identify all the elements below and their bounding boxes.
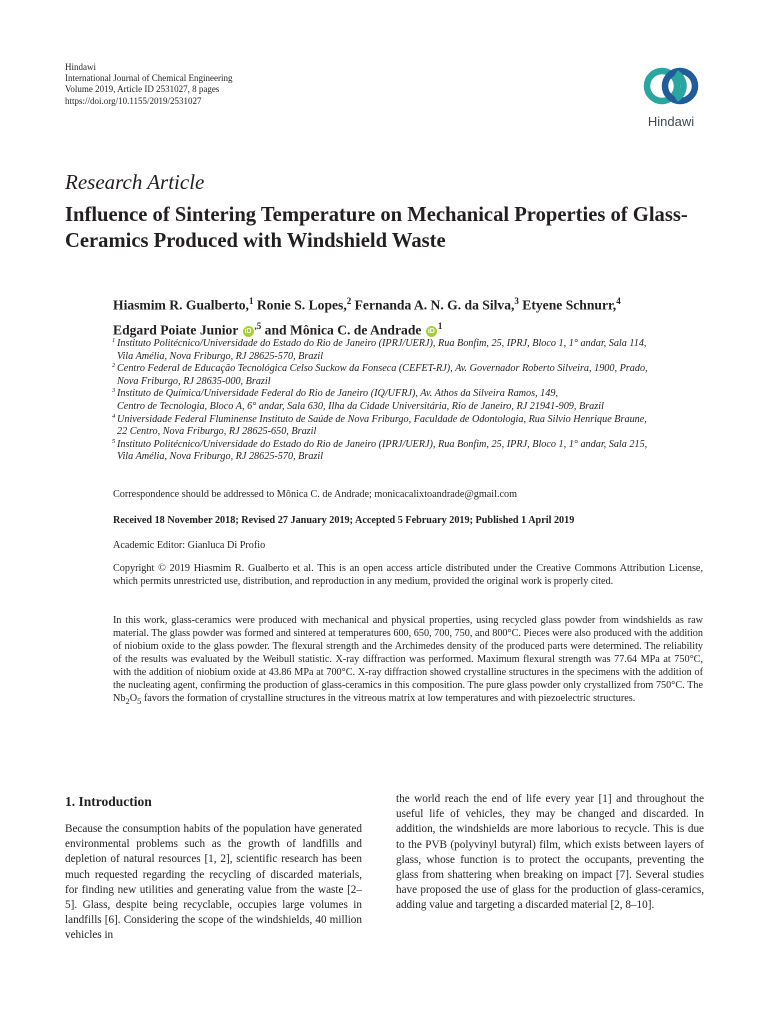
author-name: Etyene Schnurr,: [518, 297, 617, 313]
article-title: Influence of Sintering Temperature on Mechanical Properties of Glass-Ceramics Produced with Windshield Waste: [65, 204, 688, 252]
abstract-text: O: [129, 693, 138, 704]
affiliation-line: Nova Friburgo, RJ 28635-000, Brazil: [117, 375, 271, 387]
affiliation-line: Instituto de Química/Universidade Federal do Rio de Janeiro (IQ/UFRJ), Av. Athos da Silveira Ramos, 149,: [117, 388, 558, 400]
affiliation-line: Vila Amélia, Nova Friburgo, RJ 28625-570, Brazil: [117, 350, 324, 362]
subscript: 2: [125, 696, 130, 707]
affiliation-number: 2: [112, 362, 116, 370]
author-affil-mark: ,5: [254, 320, 262, 331]
orcid-icon[interactable]: iD: [427, 328, 435, 336]
affiliation-number: 5: [112, 437, 116, 445]
affiliation: [113, 439, 723, 464]
author-list: [113, 291, 713, 340]
volume-info: Volume 2019, Article ID 2531027, 8 pages: [65, 84, 220, 95]
affiliation-line: Centro Federal de Educação Tecnológica Celso Suckow da Fonseca (CEFET-RJ), Av. Governador Roberto Silveira, 1900, Prado,: [117, 363, 648, 375]
body-paragraph: the world reach the end of life every year [1] and throughout the useful life of vehicles, they may be changed and discarded. In addition, the windshields are more laborious to recycle. This is due to the PVB (polyvinyl butyral) film, which exists between layers of glass, whose function is to protect the occupants, preventing the glass from shattering when breaking on impact [7]. Several studies have proposed the use of glass for the production of glass-ceramics, adding value and targeting a discarded material [2, 8–10].: [396, 793, 704, 912]
author-affil-mark: 4: [616, 296, 621, 306]
abstract-text: In this work, glass-ceramics were produced with mechanical and physical properties, using recycled glass powder from windshields as raw material. The glass powder was formed and sintered at temperatures 600, 650, 700, 750, and 800°C. Pieces were also produced with the addition of niobium oxide to the glass powder. The flexural strength and the Archimedes density of the produced parts were determined. The reliability of the results was evaluated by the Weibull statistic. X-ray diffraction was performed. Maximum flexural strength was 77.64 MPa at 750°C, with the addition of niobium oxide at 43.86 MPa at 700°C. X-ray diffraction showed crystalline structures in the specimens with the addition of the nucleating agent, confirming the production of glass-ceramics in this composition. The pure glass powder only crystallized from 750°C. The Nb: [113, 615, 703, 704]
affiliation-line: Universidade Federal Fluminense Instituto de Saúde de Nova Friburgo, Faculdade de Odontologia, Rua Silvio Henrique Braune,: [117, 413, 647, 425]
doi-link[interactable]: https://doi.org/10.1155/2019/2531027: [65, 95, 202, 106]
affiliation-line: Centro de Tecnologia, Bloco A, 6° andar, Sala 630, Ilha da Cidade Universitária, Rio de Janeiro, RJ 21941-909, Brazil: [117, 400, 604, 412]
affiliation-list: [113, 338, 723, 464]
author-affil-mark: 1: [437, 320, 443, 331]
affiliation-line: Instituto Politécnico/Universidade do Estado do Rio de Janeiro (IPRJ/UERJ), Rua Bonfim, 25, IPRJ, Bloco 1, 1° andar, Sala 215,: [117, 438, 648, 450]
publisher-name: Hindawi: [65, 62, 96, 72]
affiliation-line: 22 Centro, Nova Friburgo, RJ 28625-650, Brazil: [117, 426, 317, 438]
author-name: Hiasmim R. Gualberto,: [113, 297, 249, 313]
affiliation-number: 4: [112, 412, 116, 420]
author-affil-mark: 3: [514, 296, 519, 306]
subscript: 5: [137, 696, 142, 707]
author-affil-mark: 2: [346, 296, 352, 306]
affiliation-number: 1: [112, 337, 116, 344]
affiliation-number: 3: [112, 387, 116, 395]
author-name: Edgard Poiate Junior: [113, 322, 239, 338]
body-column-left: [65, 822, 362, 944]
publication-dates: Received 18 November 2018; Revised 27 January 2019; Accepted 5 February 2019; Published 1 April 2019: [113, 515, 575, 526]
author-conjunction: and: [261, 322, 290, 338]
correspondence: Correspondence should be addressed to Mônica C. de Andrade; monicacalixtoandrade@gmail.com: [113, 489, 518, 500]
section-heading: 1. Introduction: [65, 794, 152, 809]
hindawi-logo-text: Hindawi: [647, 114, 695, 129]
author-name: Mônica C. de Andrade: [290, 322, 422, 338]
abstract: [113, 614, 703, 708]
journal-header: [65, 62, 232, 107]
orcid-icon[interactable]: iD: [244, 328, 252, 336]
affiliation: [113, 363, 723, 388]
abstract-text: favors the formation of crystalline structures in the vitreous matrix at low temperatures and with piezoelectric structures.: [141, 693, 636, 704]
body-column-right: [396, 792, 704, 914]
journal-name: International Journal of Chemical Engineering: [65, 73, 233, 84]
author-name: Fernanda A. N. G. da Silva,: [351, 297, 515, 313]
article-type: Research Article: [65, 170, 205, 194]
affiliation: [113, 388, 723, 413]
body-paragraph: Because the consumption habits of the population have generated environmental problems such as the growth of landfills and depletion of natural resources [1, 2], scientific research has been much requested regarding the recycling of discarded materials, for finding new utilities and generating value from the waste [2–5]. Glass, despite being recyclable, occupies large volumes in landfills [6]. Considering the scope of the windshields, 40 million vehicles in: [65, 823, 362, 942]
author-affil-mark: 1: [248, 296, 254, 306]
affiliation-line: Instituto Politécnico/Universidade do Estado do Rio de Janeiro (IPRJ/UERJ), Rua Bonfim, 25, IPRJ, Bloco 1, 1° andar, Sala 114,: [117, 338, 647, 349]
copyright-notice: Copyright © 2019 Hiasmim R. Gualberto et al. This is an open access article distributed under the Creative Commons Attribution License, which permits unrestricted use, distribution, and reproduction in any medium, provided the original work is properly cited.: [113, 563, 703, 587]
affiliation-line: Vila Amélia, Nova Friburgo, RJ 28625-570, Brazil: [117, 451, 324, 463]
author-name: Ronie S. Lopes,: [253, 297, 347, 313]
affiliation: [113, 414, 723, 439]
affiliation: [113, 338, 723, 363]
academic-editor: Academic Editor: Gianluca Di Profio: [113, 540, 266, 551]
